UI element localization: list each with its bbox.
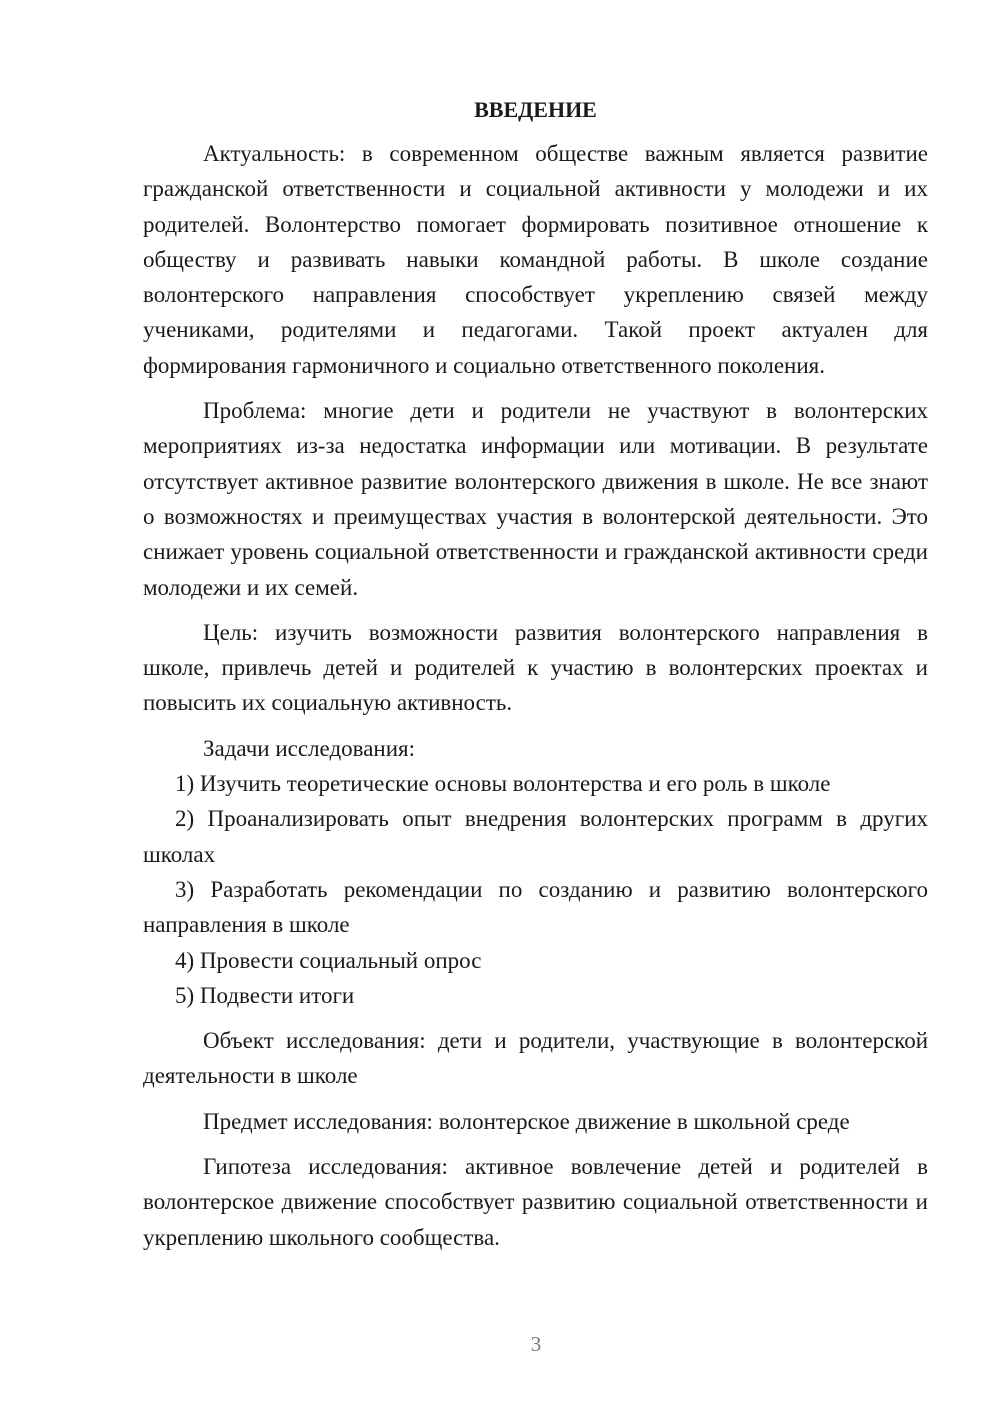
relevance-paragraph: Актуальность: в современном обществе важным является развитие гражданской ответственности и социальной активности у молодежи и их родителей. Волонтерство помогает формировать позитивное отношение к обществу и развивать навыки командной работы. В школе создание волонтерского направления способствует укреплению связей между учениками, родителями и педагогами. Такой проект актуален для формирования гармоничного и социально ответственного поколения. xyxy=(143,141,928,378)
problem-paragraph: Проблема: многие дети и родители не участвуют в волонтерских мероприятиях из-за недостатка информации или мотивации. В результате отсутствует активное развитие волонтерского движения в школе. Не все знают о возможностях и преимуществах участия в волонтерской деятельности. Это снижает уровень социальной ответственности и гражданской активности среди молодежи и их семей. xyxy=(143,398,928,600)
page-title: ВВЕДЕНИЕ xyxy=(474,97,597,122)
document-body xyxy=(143,92,928,1255)
task-item-4: 4) Провести социальный опрос xyxy=(175,947,482,973)
task-item-1: 1) Изучить теоретические основы волонтерства и его роль в школе xyxy=(175,771,831,797)
subject-paragraph: Предмет исследования: волонтерское движение в школьной среде xyxy=(203,1108,850,1134)
object-paragraph: Объект исследования: дети и родители, участвующие в волонтерской деятельности в школе xyxy=(143,1028,928,1089)
tasks-heading: Задачи исследования: xyxy=(203,735,416,761)
page-number: 3 xyxy=(530,1332,542,1356)
task-item-5: 5) Подвести итоги xyxy=(175,982,355,1008)
task-item-2: 2) Проанализировать опыт внедрения волонтерских программ в других школах xyxy=(143,806,928,867)
goal-paragraph: Цель: изучить возможности развития волонтерского направления в школе, привлечь детей и родителей к участию в волонтерских проектах и повысить их социальную активность. xyxy=(143,619,928,716)
hypothesis-paragraph: Гипотеза исследования: активное вовлечение детей и родителей в волонтерское движение способствует развитию социальной ответственности и укреплению школьного сообщества. xyxy=(143,1154,928,1250)
task-item-3: 3) Разработать рекомендации по созданию и развитию волонтерского направления в школе xyxy=(143,876,928,938)
